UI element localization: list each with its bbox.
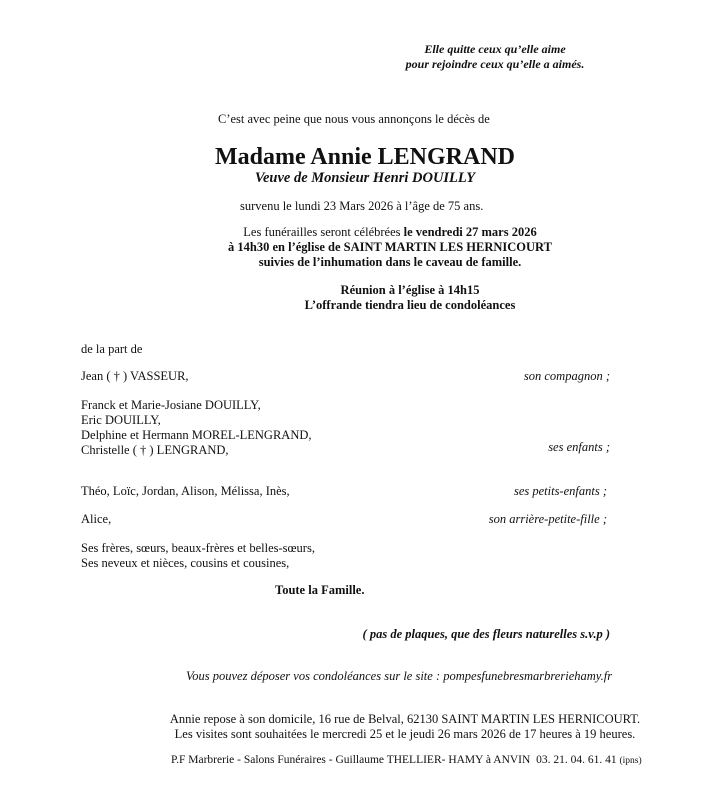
- children-role: ses enfants ;: [548, 440, 610, 454]
- companion-name: Jean ( † ) VASSEUR,: [81, 369, 189, 383]
- footer-phone: 03. 21. 04. 61. 41: [536, 754, 617, 766]
- rest-line-2: Les visites sont souhaitées le mercredi 25 et le jeudi 26 mars 2026 de 17 heures à 19 heures.: [174, 727, 636, 741]
- child-2: Eric DOUILLY,: [81, 413, 161, 427]
- footer-company: P.F Marbrerie - Salons Funéraires - Guillaume THELLIER- HAMY à ANVIN: [171, 754, 531, 766]
- widow-of: Veuve de Monsieur Henri DOUILLY: [254, 170, 476, 186]
- funeral-line-1: Les funérailles seront célébrées le vendredi 27 mars 2026: [243, 225, 537, 239]
- children-list: [81, 398, 312, 458]
- intro-text: C’est avec peine que nous vous annonçons le décès de: [218, 112, 490, 126]
- meeting-line-2: L’offrande tiendra lieu de condoléances: [304, 298, 516, 312]
- family-closing: Toute la Famille.: [275, 583, 365, 597]
- from-label: de la part de: [81, 342, 143, 356]
- footer-tag: (ipns): [619, 756, 642, 766]
- funeral-line-3: suivies de l’inhumation dans le caveau de famille.: [258, 255, 522, 269]
- child-4: Christelle ( † ) LENGRAND,: [81, 443, 229, 457]
- epigraph: [380, 42, 610, 72]
- funeral-info: [190, 225, 590, 270]
- footer: [171, 754, 642, 766]
- deceased-name: Madame Annie LENGRAND: [214, 144, 515, 170]
- meeting-info: [260, 283, 560, 313]
- great-grandchild-name: Alice,: [81, 512, 112, 526]
- funeral-line-2: à 14h30 en l’église de SAINT MARTIN LES HERNICOURT: [228, 240, 552, 254]
- rest-line-1: Annie repose à son domicile, 16 rue de Belval, 62130 SAINT MARTIN LES HERNICOURT.: [169, 712, 641, 726]
- great-grandchild-role: son arrière-petite-fille ;: [488, 512, 607, 526]
- grandchildren-names: Théo, Loïc, Jordan, Alison, Mélissa, Inès,: [81, 484, 290, 498]
- other-relatives-line-1: Ses frères, sœurs, beaux-frères et belles-sœurs,: [81, 541, 315, 555]
- grandchildren-role: ses petits-enfants ;: [513, 484, 607, 498]
- funeral-date: le vendredi 27 mars 2026: [403, 225, 537, 239]
- child-3: Delphine et Hermann MOREL-LENGRAND,: [81, 428, 312, 442]
- rest-info: [150, 712, 660, 742]
- condolences-site: Vous pouvez déposer vos condoléances sur le site : pompesfunebresmarbreriehamy.fr: [186, 669, 613, 683]
- epigraph-line-2: pour rejoindre ceux qu’elle a aimés.: [405, 57, 585, 71]
- other-relatives-line-2: Ses neveux et nièces, cousins et cousines,: [81, 556, 290, 570]
- other-relatives: [81, 541, 315, 571]
- companion-role: son compagnon ;: [523, 369, 610, 383]
- flowers-note: ( pas de plaques, que des fleurs naturelles s.v.p ): [362, 627, 610, 641]
- child-1: Franck et Marie-Josiane DOUILLY,: [81, 398, 261, 412]
- meeting-line-1: Réunion à l’église à 14h15: [340, 283, 480, 297]
- epigraph-line-1: Elle quitte ceux qu’elle aime: [424, 42, 566, 56]
- death-date: survenu le lundi 23 Mars 2026 à l’âge de 75 ans.: [240, 199, 484, 213]
